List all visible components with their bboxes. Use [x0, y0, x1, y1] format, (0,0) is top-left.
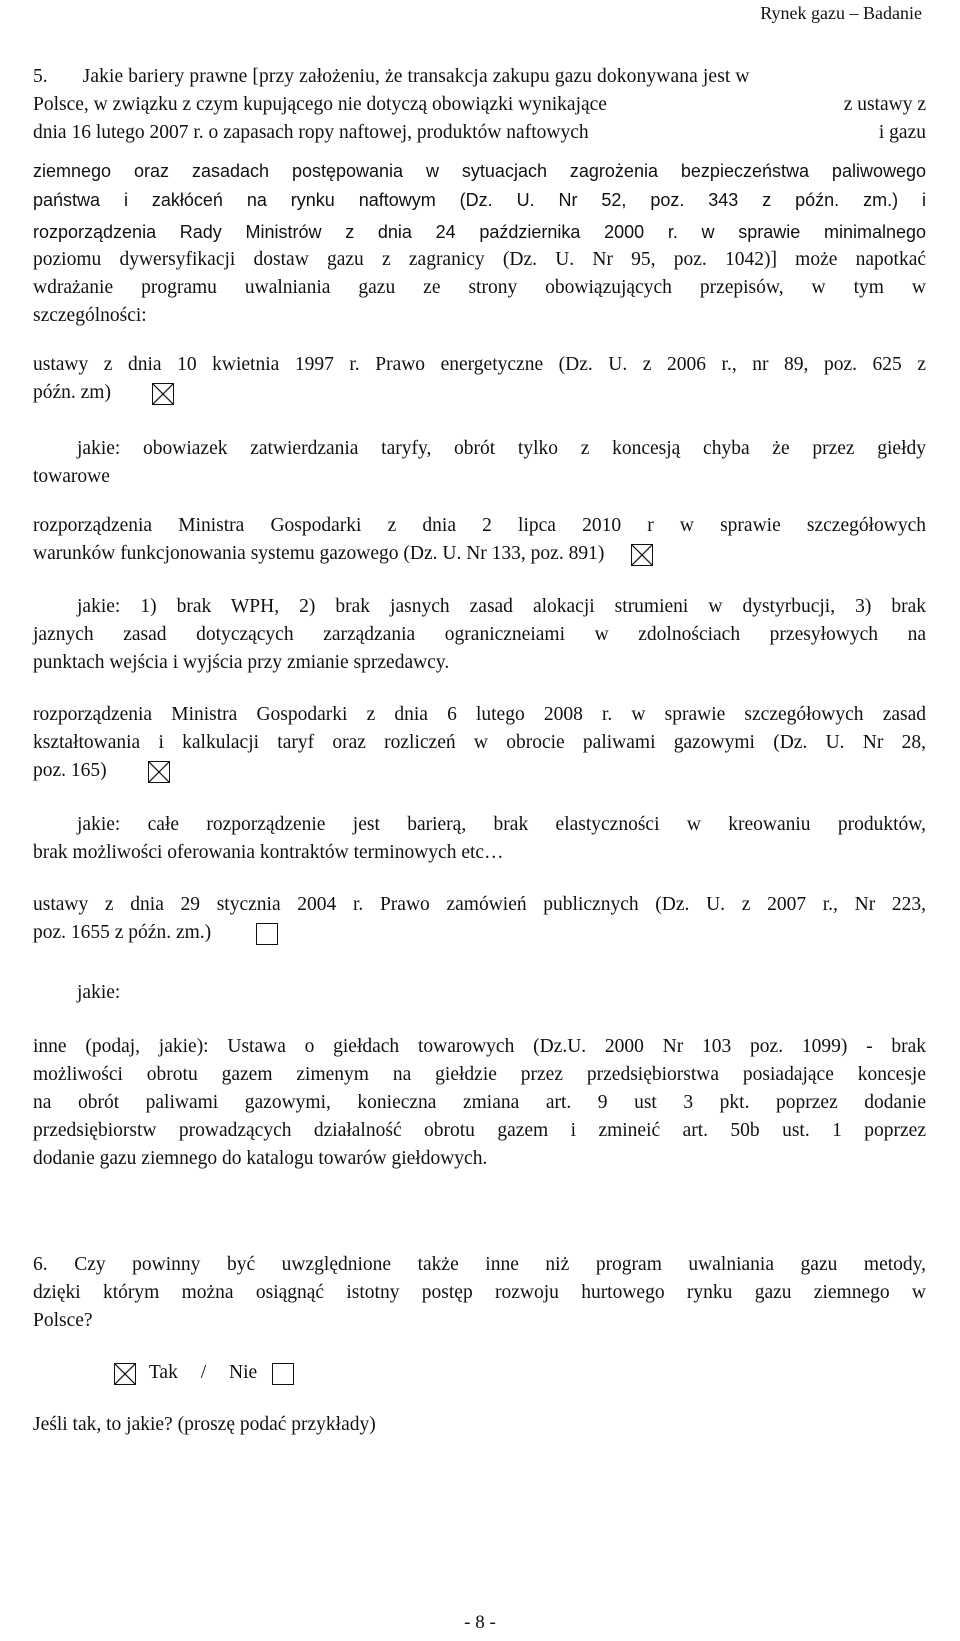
law-3-text: poz. 165) [33, 760, 107, 781]
answer-2-text: jakie: 1) brak WPH, 2) brak jasnych zasad alokacji strumieni w dystyrbucji, 3) brak [77, 596, 926, 617]
answer-2-line-1 [33, 594, 926, 620]
cross-mark-icon [149, 762, 169, 782]
answer-1-line-2: towarowe [33, 466, 110, 487]
q6-line-3: Polsce? [33, 1310, 93, 1331]
answer-4-line-1 [33, 980, 926, 1006]
q5-line-5: państwa i zakłóceń na rynku naftowym (Dz. U. Nr 52, poz. 343 z późn. zm.) i [33, 190, 926, 210]
law-4-line-2 [33, 920, 926, 946]
cross-mark-icon [115, 1364, 135, 1384]
cross-mark-icon [153, 384, 173, 404]
q5-text: Polsce, w związku z czym kupującego nie dotyczą obowiązki wynikające [33, 94, 607, 115]
yes-label: Tak [148, 1362, 178, 1383]
running-header: Rynek gazu – Badanie [760, 3, 922, 23]
answer-3-line-1 [33, 812, 926, 838]
law-3-checkbox[interactable] [148, 761, 170, 783]
law-3-line-2: kształtowania i kalkulacji taryf oraz rozliczeń w obrocie paliwami gazowymi (Dz. U. Nr 28, [33, 732, 926, 753]
law-3-line-1: rozporządzenia Ministra Gospodarki z dnia 6 lutego 2008 r. w sprawie szczegółowych zasad [33, 704, 926, 725]
other-line-4: przedsiębiorstw prowadzących działalność obrotu gazem i zmineić art. 50b ust. 1 poprzez [33, 1120, 926, 1141]
q6-number: 6. [33, 1254, 48, 1275]
law-3-line-3 [33, 758, 926, 784]
law-4-line-1: ustawy z dnia 29 stycznia 2004 r. Prawo zamówień publicznych (Dz. U. z 2007 r., Nr 223, [33, 894, 926, 915]
q5-number: 5. [33, 66, 48, 87]
q5-line-8: wdrażanie programu uwalniania gazu ze strony obowiązujących przepisów, w tym w [33, 277, 926, 298]
q5-line-3 [33, 120, 926, 146]
other-line-3: na obrót paliwami gazowymi, konieczna zmiana art. 9 ust 3 pkt. poprzez dodanie [33, 1092, 926, 1113]
q6-line-2: dzięki którym można osiągnąć istotny postęp rozwoju hurtowego rynku gazu ziemnego w [33, 1282, 926, 1303]
q5-line-2 [33, 92, 926, 118]
other-line-1: inne (podaj, jakie): Ustawa o giełdach towarowych (Dz.U. 2000 Nr 103 poz. 1099) - brak [33, 1036, 926, 1057]
law-1-line-1: ustawy z dnia 10 kwietnia 1997 r. Prawo energetyczne (Dz. U. z 2006 r., nr 89, poz. 625 z [33, 354, 926, 375]
law-1-checkbox[interactable] [152, 383, 174, 405]
page-number: - 8 - [464, 1612, 496, 1633]
answer-4-text: jakie: [77, 982, 121, 1003]
law-2-line-2 [33, 541, 926, 567]
answer-3-line-2: brak możliwości oferowania kontraktów terminowych etc… [33, 842, 504, 863]
answer-2-line-3: punktach wejścia i wyjścia przy zmianie sprzedawcy. [33, 652, 450, 673]
law-2-checkbox[interactable] [631, 544, 653, 566]
q5-text: dnia 16 lutego 2007 r. o zapasach ropy naftowej, produktów naftowych [33, 122, 589, 143]
law-2-text: warunków funkcjonowania systemu gazowego (Dz. U. Nr 133, poz. 891) [33, 543, 605, 564]
no-checkbox[interactable] [272, 1363, 294, 1385]
answer-1-text: jakie: obowiazek zatwierdzania taryfy, obrót tylko z koncesją chyba że przez giełdy [77, 438, 926, 459]
q6-text: Czy powinny być uwzględnione także inne niż program uwalniania gazu metody, [74, 1254, 927, 1275]
law-4-checkbox[interactable] [256, 923, 278, 945]
law-2-line-1: rozporządzenia Ministra Gospodarki z dnia 2 lipca 2010 r w sprawie szczegółowych [33, 515, 926, 536]
q6-line-1 [33, 1252, 926, 1278]
q6-yes-no [114, 1360, 294, 1386]
q5-line-7: poziomu dywersyfikacji dostaw gazu z zagranicy (Dz. U. Nr 95, poz. 1042)] może napotkać [33, 249, 926, 270]
answer-3-text: jakie: całe rozporządzenie jest barierą, brak elastyczności w kreowaniu produktów, [77, 814, 926, 835]
q6-followup: Jeśli tak, to jakie? (proszę podać przykłady) [33, 1414, 376, 1435]
law-1-text: późn. zm) [33, 382, 111, 403]
q5-text: z ustawy z [843, 94, 926, 115]
other-line-5: dodanie gazu ziemnego do katalogu towarów giełdowych. [33, 1148, 488, 1169]
yes-no-separator: / [200, 1362, 207, 1383]
cross-mark-icon [632, 545, 652, 565]
answer-2-line-2: jaznych zasad dotyczących zarządzania ograniczneiami w zdolnościach przesyłowych na [33, 624, 926, 645]
law-1-line-2 [33, 380, 926, 406]
q5-text: Jakie bariery prawne [przy założeniu, że transakcja zakupu gazu dokonywana jest w [82, 66, 750, 87]
q5-line-9: szczególności: [33, 305, 147, 326]
q5-line-6: rozporządzenia Rady Ministrów z dnia 24 października 2000 r. w sprawie minimalnego [33, 222, 926, 242]
q5-text: i gazu [878, 122, 926, 143]
q5-line-1 [33, 64, 926, 90]
no-label: Nie [229, 1362, 258, 1383]
other-line-2: możliwości obrotu gazem zimenym na giełdzie przez przedsiębiorstwa posiadające koncesje [33, 1064, 926, 1085]
answer-1-line-1 [33, 436, 926, 462]
yes-checkbox[interactable] [114, 1363, 136, 1385]
law-4-text: poz. 1655 z późn. zm.) [33, 922, 212, 943]
q5-line-4: ziemnego oraz zasadach postępowania w sytuacjach zagrożenia bezpieczeństwa paliwowego [33, 161, 926, 181]
